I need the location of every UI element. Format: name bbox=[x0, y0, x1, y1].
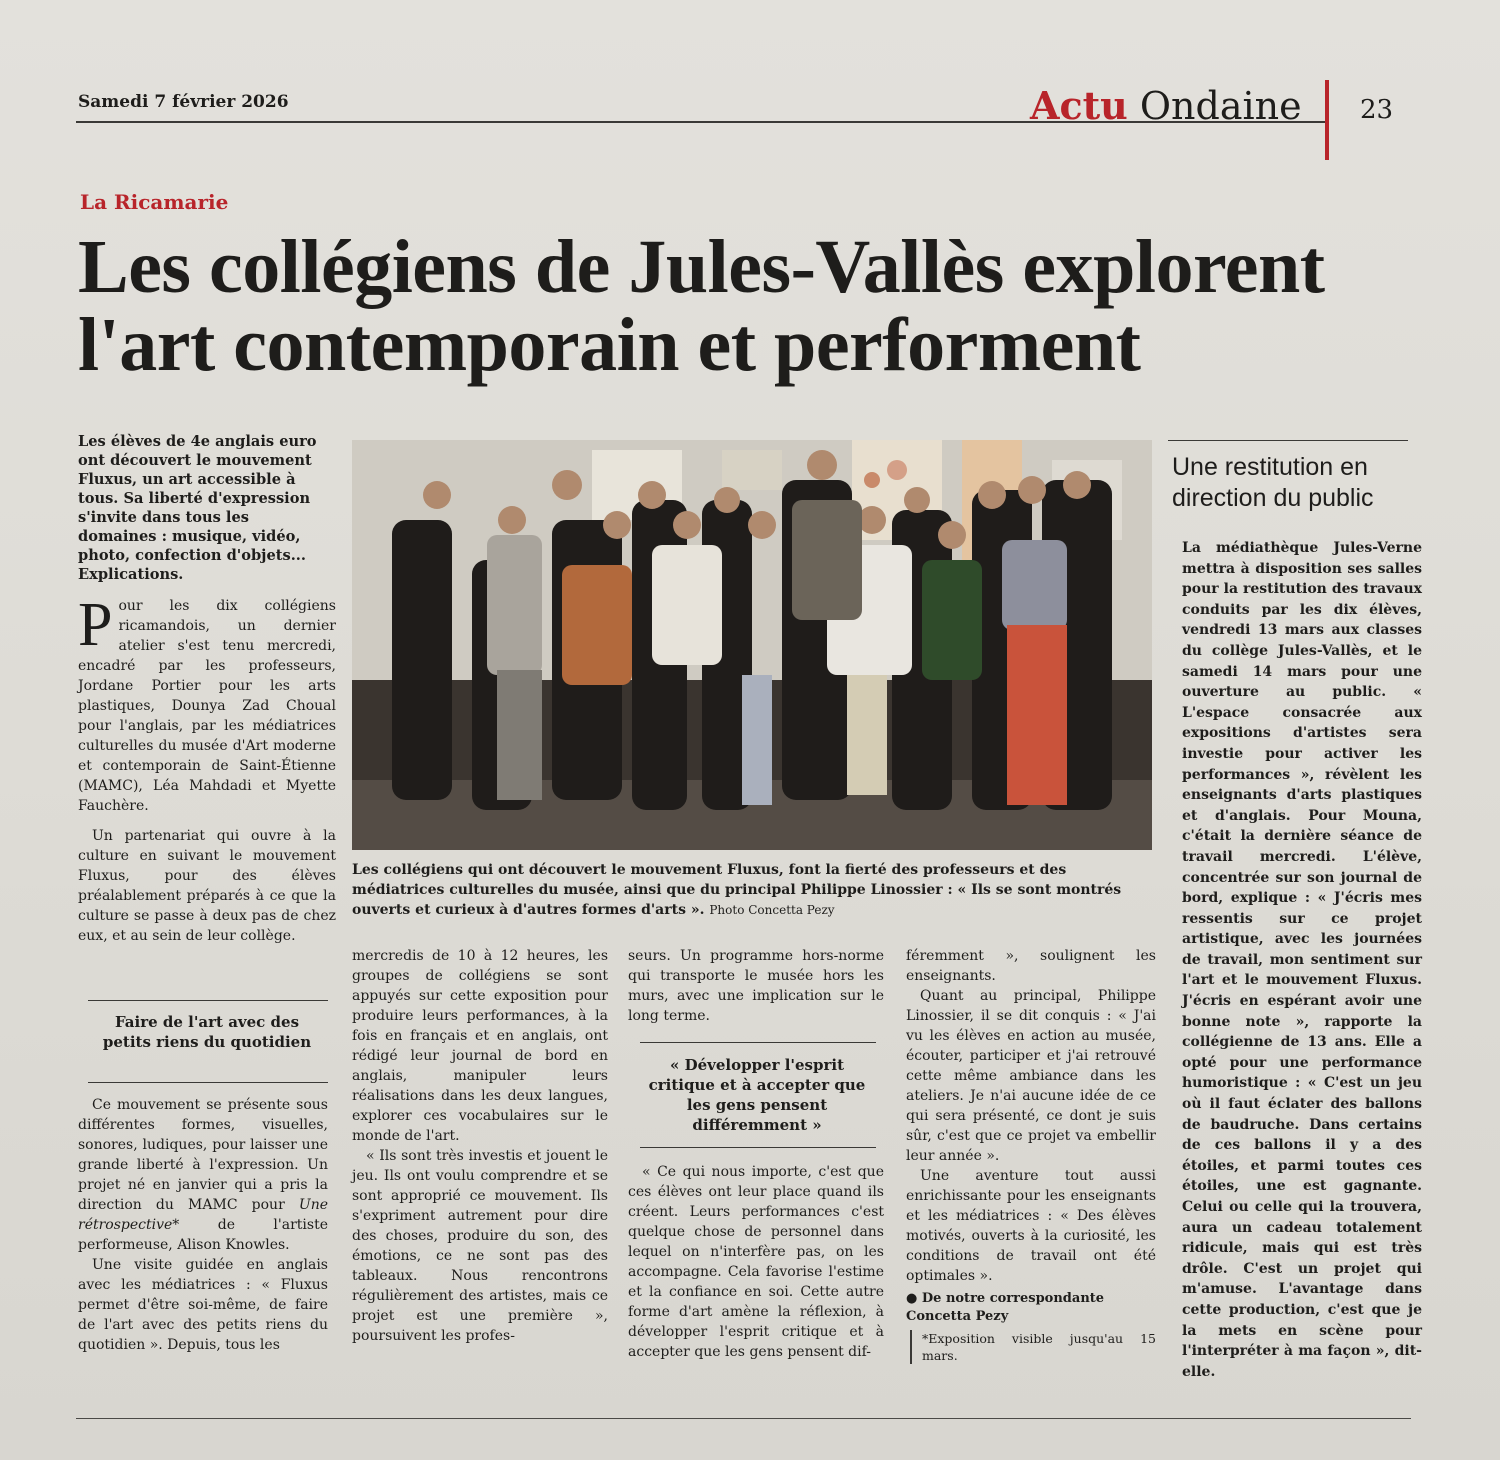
photo-credit: Photo Concetta Pezy bbox=[709, 903, 835, 917]
byline-author: Concetta Pezy bbox=[906, 1309, 1009, 1324]
drop-cap: P bbox=[78, 591, 113, 659]
page-number: 23 bbox=[1360, 95, 1394, 125]
section-actu: Actu bbox=[1030, 83, 1128, 128]
article-headline bbox=[78, 225, 1438, 387]
section-title bbox=[1030, 84, 1302, 128]
paragraph-10: Quant au principal, Philippe Linossier, il se dit conquis : « J'ai vu les élèves en action au musée, écouter, participer et j'ai retrouvé cette même ambiance dans les ateliers. Je n'ai aucune idée de ce qui sera présenté, ce dont je suis sûr, c'est que ce projet va embellir leur année ». bbox=[906, 988, 1156, 1164]
byline-label: ● De notre correspondante bbox=[906, 1291, 1105, 1306]
paragraph-5: mercredis de 10 à 12 heures, les groupes de collégiens se sont appuyés sur cette exposition pour produire leurs performances, à la fois en français et en anglais, ont rédigé leur journal de bord en anglais, manipuler leurs réalisations dans les deux langues, explorer ces vocabulaires sur le monde de l'art. bbox=[352, 948, 608, 1144]
paragraph-2: Un partenariat qui ouvre à la culture en suivant le mouvement Fluxus, pour des élèves préalablement préparés à ce que la culture se passe à deux pas de chez eux, et au sein de leur collège. bbox=[78, 828, 336, 944]
sidebar-title: Une restitution en direction du public bbox=[1172, 453, 1374, 512]
headline-line-1: Les collégiens de Jules-Vallès explorent bbox=[78, 225, 1325, 309]
intertitle-2: « Développer l'esprit critique et à accepter que les gens pensent différemment » bbox=[648, 1056, 866, 1134]
footer-rule bbox=[76, 1418, 1411, 1419]
column-4 bbox=[906, 946, 1156, 1364]
photo-caption: Les collégiens qui ont découvert le mouvement Fluxus, font la fierté des professeurs et des médiatrices culturelles du musée, ainsi que du principal Philippe Linossier : « Ils se sont montrés ouverts et curieux à d'autres formes d'arts ». Photo Concetta Pezy bbox=[352, 862, 1122, 918]
article-standfirst: Les élèves de 4e anglais euro ont découvert le mouvement Fluxus, un art accessible à tous. Sa liberté d'expression s'invite dans tous les domaines : musique, vidéo, photo, confection d'objets... Explications. bbox=[78, 433, 317, 583]
paragraph-11: Une aventure tout aussi enrichissante pour les enseignants et les médiatrices : « Des élèves motivés, ouverts à la curiosité, les conditions de travail ont été optimales ». bbox=[906, 1168, 1156, 1284]
paragraph-1: Pour les dix collégiens ricamandois, un dernier atelier s'est tenu mercredi, encadré par les professeurs, Jordane Portier pour les arts plastiques, Dounya Zad Choual pour l'anglais, par les médiatrices culturelles du musée d'Art moderne et contemporain de Saint-Étienne (MAMC), Léa Mahdadi et Myette Fauchère. bbox=[78, 591, 336, 814]
paragraph-8: « Ce qui nous importe, c'est que ces élèves ont leur place quand ils créent. Leurs performances c'est quelque chose de personnel dans lequel on n'interfère pas, on les accompagne. Cela favorise l'estime et la confiance en soi. Cette autre forme d'art amène la réflexion, à développer l'esprit critique et à accepter que les gens pensent dif- bbox=[628, 1164, 884, 1360]
sidebar-body: La médiathèque Jules-Verne mettra à disposition ses salles pour la restitution des travaux conduits par les dix élèves, vendredi 13 mars aux classes du collège Jules-Vallès, et le samedi 14 mars pour une ouverture au public. « L'espace consacrée aux expositions d'artistes sera investie pour activer les performances », révèlent les enseignants d'arts plastiques et d'anglais. Pour Mouna, c'était la dernière séance de travail mercredi. L'élève, concentrée sur son journal de bord, explique : « J'écris mes ressentis sur ce projet artistique, avec les journées de travail, mon sentiment sur l'art et le mouvement Fluxus. J'écris en espérant avoir une bonne note », rapporte la collégienne de 13 ans. Elle a opté pour une performance humoristique : « C'est un jeu où il faut éclater des ballons de baudruche. Dans certains de ces ballons il y a des étoiles, et parmi toutes ces étoiles, une est gagnante. Celui ou celle qui la trouvera, aura un cadeau totalement ridicule, mais qui est très drôle. C'est un projet qui m'amuse. L'avantage dans cette production, c'est que je la mets en scène pour l'interpréter à ma façon », dit-elle. bbox=[1182, 540, 1422, 1380]
paragraph-7: seurs. Un programme hors-norme qui transporte le musée hors les murs, avec une implication sur le long terme. bbox=[628, 948, 884, 1024]
column-3-continued bbox=[628, 1162, 884, 1362]
column-1-continued bbox=[78, 1095, 328, 1355]
byline bbox=[906, 1290, 1156, 1326]
intertitle-2-rule-top bbox=[640, 1042, 876, 1043]
paragraph-4: Une visite guidée en anglais avec les médiatrices : « Fluxus permet d'être soi-même, de faire de l'art avec des petits riens du quotidien ». Depuis, tous les bbox=[78, 1257, 328, 1353]
column-3 bbox=[628, 946, 884, 1026]
paragraph-9: féremment », soulignent les enseignants. bbox=[906, 948, 1156, 984]
article-photo bbox=[352, 440, 1152, 850]
sidebar-rule bbox=[1168, 440, 1408, 441]
article-rubric: La Ricamarie bbox=[80, 190, 229, 214]
group-photo-illustration bbox=[352, 440, 1152, 850]
exhibition-note: *Exposition visible jusqu'au 15 mars. bbox=[910, 1330, 1156, 1364]
intertitle-2-rule-bottom bbox=[640, 1147, 876, 1148]
intertitle-rule-top bbox=[88, 1000, 328, 1001]
intertitle-rule-bottom bbox=[88, 1082, 328, 1083]
paragraph-6: « Ils sont très investis et jouent le jeu. Ils ont voulu comprendre et se sont approprié ce mouvement. Ils s'expriment autrement pour dire des choses, produire du son, des émotions, ce ne sont pas des tableaux. Nous rencontrons régulièrement des artistes, mais ce projet est une première », poursuivent les profes- bbox=[352, 1148, 608, 1344]
column-1 bbox=[78, 591, 336, 946]
column-2 bbox=[352, 946, 608, 1346]
section-divider bbox=[1325, 80, 1329, 160]
paragraph-3: Ce mouvement se présente sous différentes formes, visuelles, sonores, ludiques, pour laisser une grande liberté à l'expression. Un projet né en janvier qui a pris la direction du MAMC pour Une rétrospective* de l'artiste performeuse, Alison Knowles. bbox=[78, 1097, 328, 1253]
headline-line-2: l'art contemporain et performent bbox=[78, 303, 1141, 387]
intertitle-1: Faire de l'art avec des petits riens du quotidien bbox=[102, 1013, 312, 1051]
section-ondaine: Ondaine bbox=[1139, 84, 1302, 128]
issue-date: Samedi 7 février 2026 bbox=[78, 92, 289, 112]
